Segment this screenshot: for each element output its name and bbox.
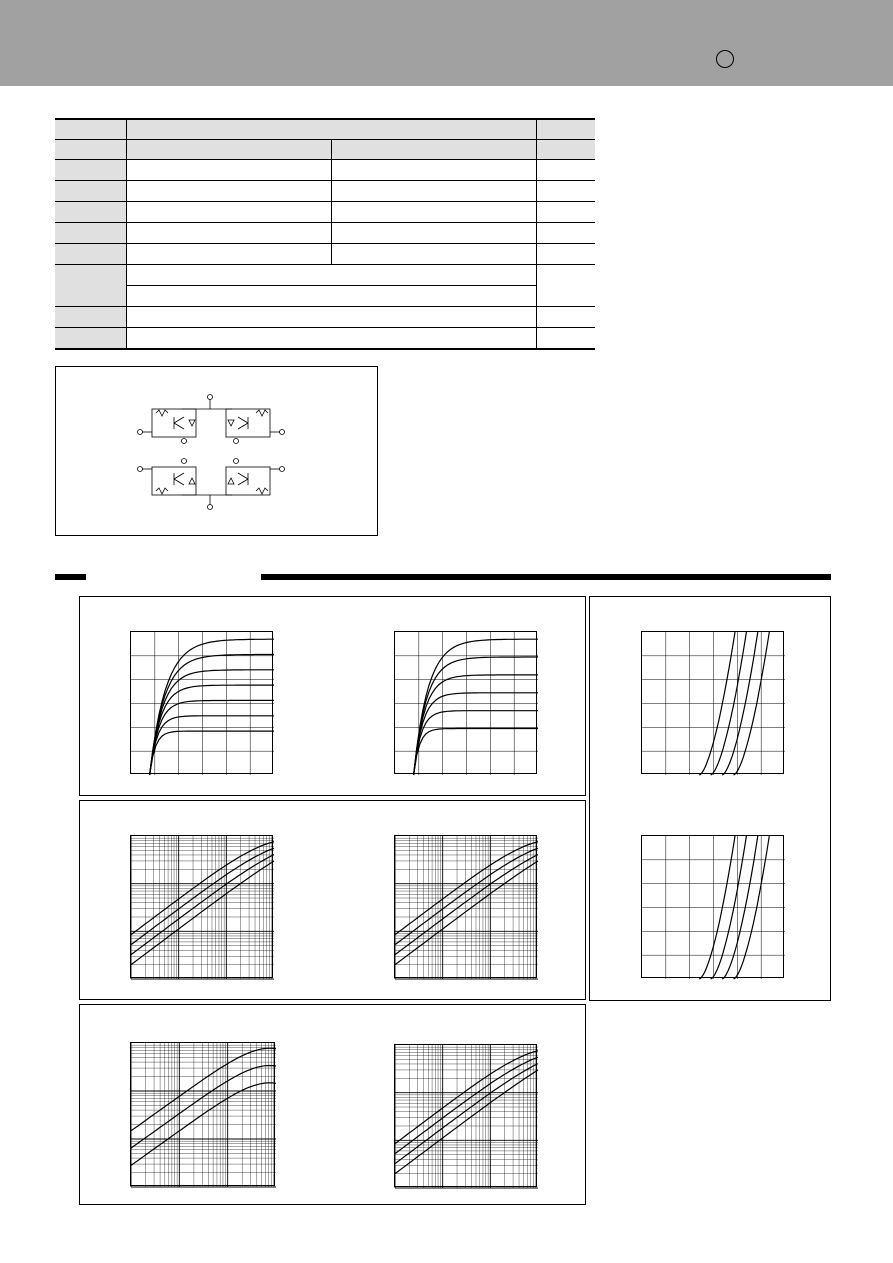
registered-mark-icon [716,50,734,68]
table-cell [55,160,127,181]
table-cell [537,160,596,181]
plot-svg-5 [395,836,538,979]
table-cell [332,202,537,223]
table-cell [127,202,332,223]
grid [395,836,538,979]
table-cell [127,307,537,328]
series-group [395,842,538,965]
table-cell [537,328,596,350]
table-cell [127,160,332,181]
grid [642,632,785,775]
series-line [150,700,274,775]
grid [642,836,785,979]
series-line [150,716,274,775]
plot-1 [130,631,273,774]
plot-svg-3 [642,632,785,775]
series-line [395,1057,538,1154]
plot-7 [130,1042,275,1186]
table-row [55,244,595,265]
table-cell [127,244,332,265]
table-cell [127,286,537,307]
spec-table [55,118,595,350]
series-line [131,855,274,955]
table-cell [55,140,127,160]
plot-svg-1 [131,632,274,775]
circuit-schematic [56,367,379,537]
table-row [55,181,595,202]
plot-3 [641,631,784,774]
series-line [131,1048,276,1131]
series-line [414,729,538,776]
table-cell [537,307,596,328]
table-cell [332,223,537,244]
table-cell [127,328,537,350]
grid [131,836,274,979]
table-cell [55,244,127,265]
series-line [395,1070,538,1174]
section-rule-left [55,574,86,580]
table-row [55,286,595,307]
series-line [414,693,538,775]
table-cell [55,328,127,350]
table-cell [537,202,596,223]
series-group [131,1048,276,1165]
plot-svg-4 [131,836,274,979]
table-cell [537,140,596,160]
header-band [0,0,893,86]
table-cell [537,265,596,307]
series-line [414,639,538,775]
table-cell [332,181,537,202]
table-row [55,160,595,181]
table-cell [537,181,596,202]
table-cell [55,307,127,328]
series-line [395,861,538,965]
plot-8 [394,1044,537,1187]
table-row [55,328,595,350]
series-group [395,1051,538,1174]
table-cell [55,265,127,307]
plot-svg-7 [131,1043,276,1187]
table-cell [127,140,332,160]
series-line [150,685,274,775]
table-header-row [55,140,595,160]
table-cell [55,119,127,140]
series-line [414,675,538,775]
plot-svg-2 [395,632,538,775]
table-cell [127,223,332,244]
series-group [414,639,538,775]
series-line [150,639,274,775]
series-line [395,855,538,955]
table-header-row [55,119,595,140]
table-cell [55,223,127,244]
table-cell [537,244,596,265]
series-line [150,655,274,776]
series-line [131,1083,276,1166]
table-cell [127,181,332,202]
series-group [150,639,274,775]
series-line [395,1064,538,1164]
table-row [55,265,595,286]
series-line [131,1066,276,1149]
series-line [131,861,274,965]
table-cell [332,244,537,265]
series-line [150,731,274,775]
series-line [395,848,538,945]
series-line [414,711,538,775]
plot-4 [130,835,273,978]
table-row [55,307,595,328]
plot-6 [641,835,784,978]
circuit-diagram [55,366,378,536]
table-cell [55,181,127,202]
table-cell [55,202,127,223]
table-cell [332,160,537,181]
plot-svg-8 [395,1045,538,1188]
plot-svg-6 [642,836,785,979]
grid [395,1045,538,1188]
table-cell [537,119,596,140]
table-cell [127,119,537,140]
table-cell [537,223,596,244]
table-cell [127,265,537,286]
table-row [55,223,595,244]
table-cell [332,140,537,160]
plot-2 [394,631,537,774]
plot-5 [394,835,537,978]
section-rule-right [261,574,831,580]
series-group [131,842,274,965]
series-line [131,848,274,945]
table-row [55,202,595,223]
